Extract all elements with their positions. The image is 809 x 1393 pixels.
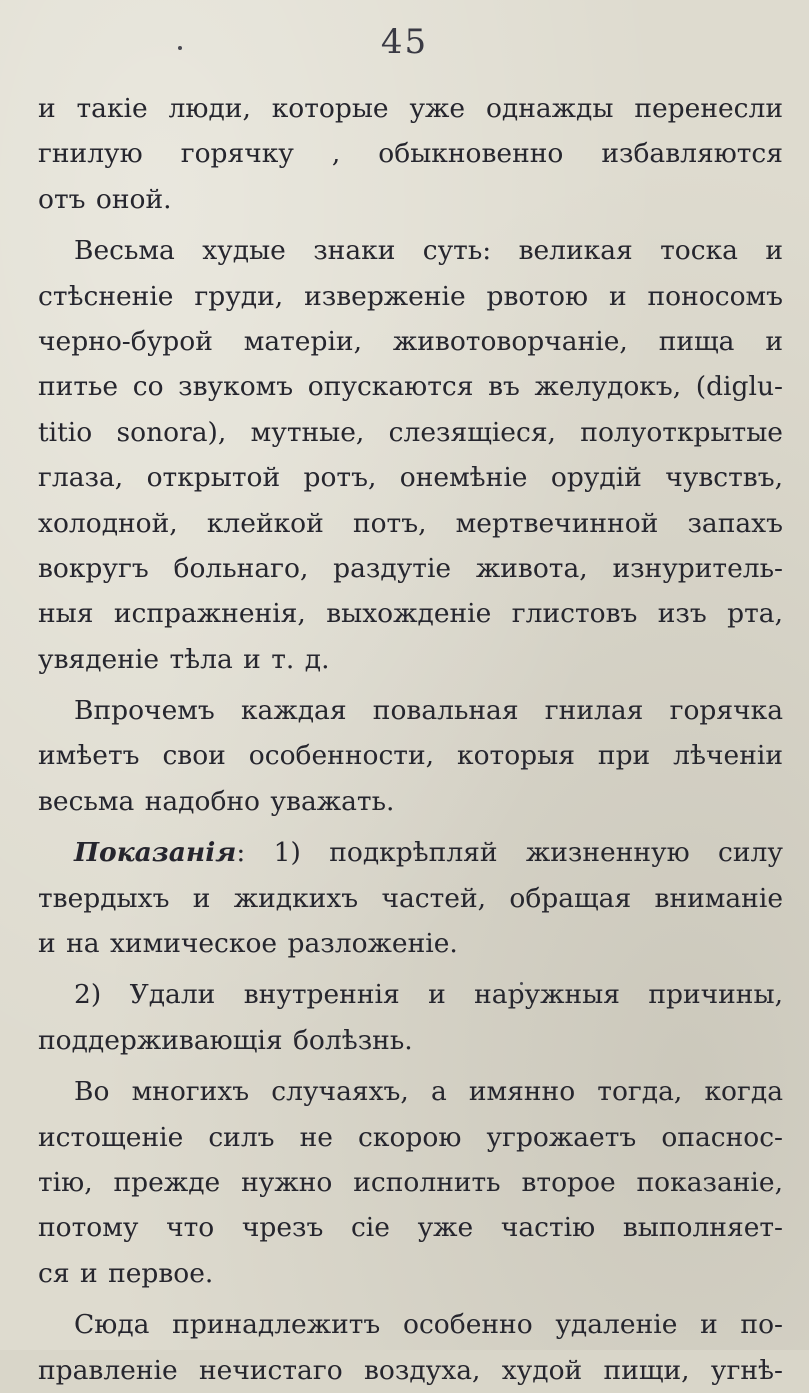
text-line: холодной, клейкой потъ, мертвечинной запахъ	[38, 507, 783, 539]
text-line: стѣсненіе груди, изверженіе рвотою и поносомъ	[38, 280, 783, 312]
text-line: истощеніе силъ не скорою угрожаетъ опаснос-	[38, 1121, 783, 1153]
text-line: увяденіе тѣла и т. д.	[38, 643, 330, 675]
text-line: имѣетъ свои особенности, которыя при лѣченіи	[38, 740, 783, 772]
text-line: отъ оной.	[38, 183, 172, 215]
text-line: titio sonora), мутные, слезящіеся, полуоткрытые	[38, 416, 783, 448]
text-line: тію, прежде нужно исполнить второе показаніе,	[38, 1166, 783, 1198]
ink-speck	[178, 46, 182, 50]
text-line: твердыхъ и жидкихъ частей, обращая вниманіе	[38, 882, 783, 914]
page-number: 45	[380, 22, 429, 62]
text-line: потому что чрезъ сіе уже частію выполняет-	[38, 1212, 783, 1244]
text-line: вокругъ больнаго, раздутіе живота, изнуритель-	[38, 552, 783, 584]
section-heading: Показанія	[74, 837, 237, 869]
text-line: черно-бурой матеріи, животоворчаніе, пища и	[38, 325, 783, 357]
text-line: ся и первое.	[38, 1257, 214, 1289]
text-line: Впрочемъ каждая повальная гнилая горячка	[74, 695, 783, 727]
text-line: Сюда принадлежитъ особенно удаленіе и по-	[74, 1309, 783, 1341]
text-line: 2) Удали внутреннія и наружныя причины,	[74, 979, 783, 1011]
body-text	[38, 86, 783, 1393]
text-line: правленіе нечистаго воздуха, худой пищи, угнѣ-	[38, 1354, 783, 1386]
text-line: поддерживающія болѣзнь.	[38, 1024, 413, 1056]
text-line: ныя испражненія, выхожденіе глистовъ изъ рта,	[38, 598, 783, 630]
text-line	[38, 830, 783, 875]
line-text: : 1) подкрѣпляй жизненную силу	[236, 837, 783, 869]
text-line: весьма надобно уважать.	[38, 785, 395, 817]
text-line: Весьма худые знаки суть: великая тоска и	[74, 235, 783, 267]
text-line: и на химическое разложеніе.	[38, 928, 458, 960]
text-line: гнилую горячку , обыкновенно избавляются	[38, 138, 783, 170]
text-line: Во многихъ случаяхъ, а имянно тогда, когда	[74, 1076, 783, 1108]
text-line: и такіе люди, которые уже однажды перенесли	[38, 93, 783, 124]
text-line: питье со звукомъ опускаются въ желудокъ, (diglu-	[38, 371, 783, 403]
text-line: глаза, открытой ротъ, онемѣніе орудій чувствъ,	[38, 462, 783, 494]
